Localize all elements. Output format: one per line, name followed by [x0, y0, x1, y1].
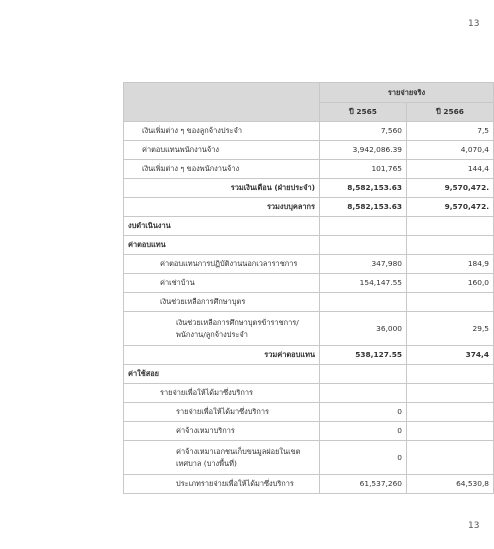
subtotal-label: รวมงบบุคลากร	[124, 198, 320, 217]
empty-cell	[320, 236, 407, 255]
section-label: ค่าใช้สอย	[124, 365, 320, 384]
empty-cell	[320, 217, 407, 236]
row-value-2565: 101,765	[320, 160, 407, 179]
row-value-2566: 184,9	[407, 255, 494, 274]
row-label: ประเภทรายจ่ายเพื่อให้ได้มาซึ่งบริการ	[124, 475, 320, 494]
empty-cell	[320, 365, 407, 384]
table-row	[124, 255, 494, 274]
table-row	[124, 403, 494, 422]
budget-table	[123, 82, 494, 494]
header-year-2566: ปี 2566	[407, 103, 494, 122]
table-row	[124, 160, 494, 179]
row-value-2565: 0	[320, 422, 407, 441]
empty-cell	[320, 384, 407, 403]
table-row	[124, 274, 494, 293]
empty-cell	[407, 293, 494, 312]
empty-cell	[407, 217, 494, 236]
empty-cell	[407, 384, 494, 403]
subtotal-label: รวมเงินเดือน (ฝ่ายประจำ)	[124, 179, 320, 198]
header-label-cell	[124, 83, 320, 122]
subtotal-value-2565: 538,127.55	[320, 346, 407, 365]
row-value-2565: 0	[320, 441, 407, 475]
row-value-2566: 144,4	[407, 160, 494, 179]
row-value-2566: 64,530,8	[407, 475, 494, 494]
row-value-2565: 7,560	[320, 122, 407, 141]
table-row	[124, 141, 494, 160]
table-row	[124, 422, 494, 441]
row-value-2565: 0	[320, 403, 407, 422]
subtotal-row	[124, 198, 494, 217]
row-label: ค่าเช่าบ้าน	[124, 274, 320, 293]
subtotal-label: รวมค่าตอบแทน	[124, 346, 320, 365]
subtotal-row	[124, 346, 494, 365]
section-row	[124, 236, 494, 255]
row-value-2566: 160,0	[407, 274, 494, 293]
row-label: รายจ่ายเพื่อให้ได้มาซึ่งบริการ	[124, 403, 320, 422]
subtotal-row	[124, 179, 494, 198]
empty-cell	[320, 293, 407, 312]
section-row	[124, 365, 494, 384]
row-label: เงินช่วยเหลือการศึกษาบุตรข้าราชการ/พนักงาน/ลูกจ้างประจำ	[124, 312, 320, 346]
table-row	[124, 312, 494, 346]
table-row	[124, 475, 494, 494]
subtotal-value-2565: 8,582,153.63	[320, 179, 407, 198]
row-value-2565: 61,537,260	[320, 475, 407, 494]
row-value-2565: 36,000	[320, 312, 407, 346]
row-value-2565: 154,147.55	[320, 274, 407, 293]
row-value-2566	[407, 441, 494, 475]
row-value-2566: 7,5	[407, 122, 494, 141]
empty-cell	[407, 365, 494, 384]
row-label: รายจ่ายเพื่อให้ได้มาซึ่งบริการ	[124, 384, 320, 403]
row-label: ค่าตอบแทนพนักงานจ้าง	[124, 141, 320, 160]
table-row	[124, 384, 494, 403]
section-label: งบดำเนินงาน	[124, 217, 320, 236]
subtotal-value-2566: 9,570,472.	[407, 179, 494, 198]
row-value-2566	[407, 422, 494, 441]
row-value-2565: 347,980	[320, 255, 407, 274]
subtotal-value-2566: 9,570,472.	[407, 198, 494, 217]
row-label: เงินช่วยเหลือการศึกษาบุตร	[124, 293, 320, 312]
section-label: ค่าตอบแทน	[124, 236, 320, 255]
row-label: เงินเพิ่มต่าง ๆ ของพนักงานจ้าง	[124, 160, 320, 179]
page-number-bottom: 13	[468, 521, 480, 531]
page-number-top: 13	[468, 19, 480, 29]
row-value-2566: 29,5	[407, 312, 494, 346]
row-label: เงินเพิ่มต่าง ๆ ของลูกจ้างประจำ	[124, 122, 320, 141]
header-year-2565: ปี 2565	[320, 103, 407, 122]
budget-table-container	[123, 82, 493, 494]
row-value-2566: 4,070,4	[407, 141, 494, 160]
table-row	[124, 122, 494, 141]
section-row	[124, 217, 494, 236]
row-label: ค่าจ้างเหมาบริการ	[124, 422, 320, 441]
table-row	[124, 293, 494, 312]
table-row	[124, 441, 494, 475]
subtotal-value-2566: 374,4	[407, 346, 494, 365]
row-value-2566	[407, 403, 494, 422]
row-label: ค่าจ้างเหมาเอกชนเก็บขนมูลฝอยในเขตเทศบาล (บางพื้นที่)	[124, 441, 320, 475]
row-label: ค่าตอบแทนการปฏิบัติงานนอกเวลาราชการ	[124, 255, 320, 274]
subtotal-value-2565: 8,582,153.63	[320, 198, 407, 217]
header-group: รายจ่ายจริง	[320, 83, 494, 103]
row-value-2565: 3,942,086.39	[320, 141, 407, 160]
empty-cell	[407, 236, 494, 255]
